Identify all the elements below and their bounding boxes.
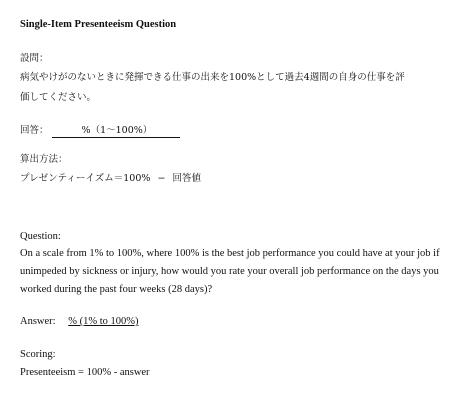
jp-scoring-formula bbox=[20, 170, 456, 188]
jp-scoring-label: 算出方法： bbox=[20, 154, 68, 165]
en-question-section bbox=[20, 228, 456, 299]
en-answer-row bbox=[20, 313, 456, 331]
en-question-text-line2: unimpeded by sickness or injury, how would you rate your overall job performance on the days you bbox=[20, 266, 439, 277]
jp-question-label: 設問： bbox=[20, 53, 49, 64]
en-question-label: Question: bbox=[20, 231, 61, 242]
jp-question-text-line1: 病気やけがのないときに発揮できる仕事の出来を100%として過去4週間の自身の仕事を評 bbox=[20, 72, 405, 83]
jp-scoring-formula-right: 回答値 bbox=[172, 173, 201, 184]
en-question-text-line1: On a scale from 1% to 100%, where 100% is the best job performance you could have at your job if bbox=[20, 248, 440, 259]
en-scoring-label: Scoring: bbox=[20, 349, 56, 360]
en-scoring-section bbox=[20, 346, 456, 382]
document-title: Single-Item Presenteeism Question bbox=[20, 19, 177, 30]
jp-question-section bbox=[20, 50, 456, 108]
en-answer-blank: % (1% to 100%) bbox=[68, 316, 139, 327]
document-page bbox=[20, 15, 456, 382]
en-question-text-line3: worked during the past four weeks (28 days)? bbox=[20, 284, 213, 295]
jp-answer-blank: %（1〜100%） bbox=[52, 124, 180, 138]
jp-scoring-section bbox=[20, 150, 456, 188]
jp-question-text-line2: 価してください。 bbox=[20, 92, 97, 103]
en-scoring-formula: Presenteeism = 100% - answer bbox=[20, 367, 150, 378]
jp-scoring-minus: − bbox=[157, 173, 166, 184]
jp-scoring-formula-left: プレゼンティーイズム＝100% bbox=[20, 173, 151, 184]
jp-answer-row bbox=[20, 122, 456, 140]
jp-answer-label: 回答： bbox=[20, 125, 49, 136]
en-answer-label: Answer: bbox=[20, 316, 56, 327]
